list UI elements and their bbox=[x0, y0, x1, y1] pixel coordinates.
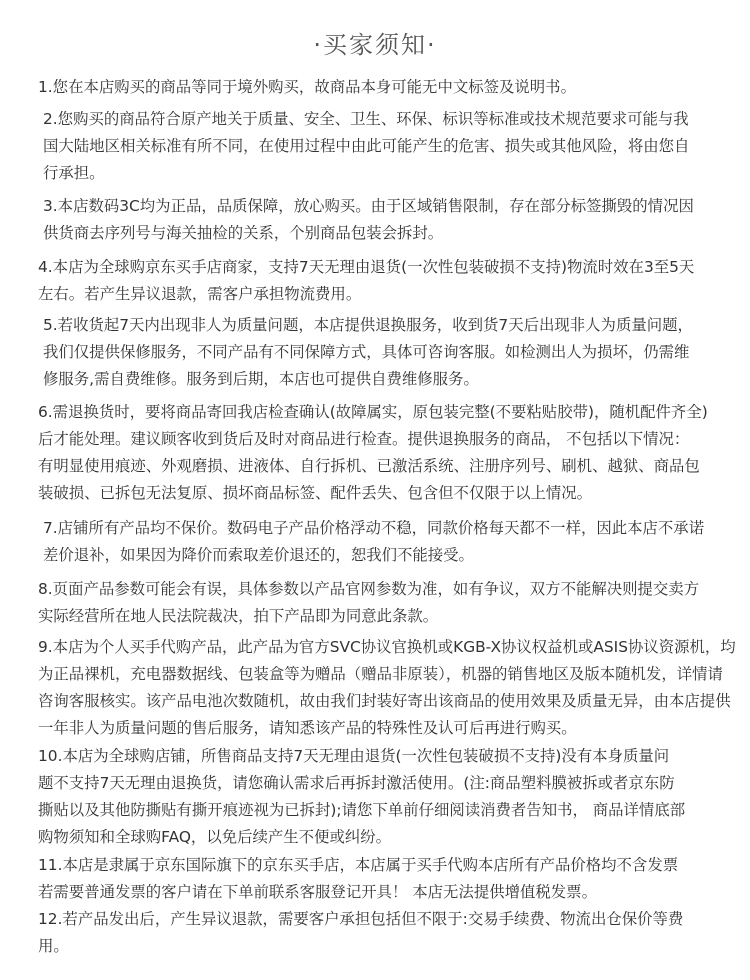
notice-line: 撕贴以及其他防撕贴有撕开痕迹视为已拆封);请您下单前仔细阅读消费者告知书， 商品详情底部 bbox=[38, 801, 686, 819]
notice-line: 若需要普通发票的客户请在下单前联系客服登记开具！ 本店无法提供增值税发票。 bbox=[38, 883, 597, 901]
notice-line: 题不支持7天无理由退换货，请您确认需求后再拆封激活使用。(注:商品塑料膜被拆或者京东防 bbox=[38, 774, 675, 792]
notice-line: 购物须知和全球购FAQ，以免后续产生不便或纠纷。 bbox=[38, 828, 392, 846]
notice-line: 实际经营所在地人民法院裁决，拍下产品即为同意此条款。 bbox=[38, 607, 439, 625]
notice-item-5 bbox=[38, 312, 733, 393]
notice-item-1 bbox=[38, 74, 728, 101]
notice-line: 11.本店是隶属于京东国际旗下的京东买手店，本店属于买手代购本店所有产品价格均不含发票 bbox=[38, 856, 679, 874]
notice-line: 2.您购买的商品符合原产地关于质量、安全、卫生、环保、标识等标准或技术规范要求可能与我 bbox=[43, 110, 689, 128]
notice-line: 4.本店为全球购京东买手店商家，支持7天无理由退货(一次性包装破损不支持)物流时效在3至5天 bbox=[38, 258, 695, 276]
notice-line: 修服务,需自费维修。服务到后期，本店也可提供自费维修服务。 bbox=[43, 370, 479, 388]
notice-line: 差价退补，如果因为降价而索取差价退还的，恕我们不能接受。 bbox=[43, 546, 474, 564]
notice-line: 9.本店为个人买手代购产品，此产品为官方SVC协议官换机或KGB-X协议权益机或ASIS协议资源机，均 bbox=[38, 638, 736, 656]
notice-item-7 bbox=[38, 515, 733, 569]
notice-line: 供货商去序列号与海关抽检的关系，个别商品包装会拆封。 bbox=[43, 224, 444, 242]
notice-line: 1.您在本店购买的商品等同于境外购买，故商品本身可能无中文标签及说明书。 bbox=[38, 78, 576, 96]
notice-item-4 bbox=[38, 254, 728, 308]
notice-item-6 bbox=[38, 399, 728, 507]
notice-line: 国大陆地区相关标准有所不同，在使用过程中由此可能产生的危害、损失或其他风险，将由您自 bbox=[43, 137, 690, 155]
notice-line: 6.需退换货时，要将商品寄回我店检查确认(故障属实，原包装完整(不要粘贴胶带)，随机配件齐全) bbox=[38, 403, 708, 421]
notice-item-11 bbox=[38, 852, 728, 906]
notice-item-2 bbox=[38, 106, 733, 187]
notice-line: 行承担。 bbox=[43, 164, 105, 182]
notice-item-12 bbox=[38, 906, 728, 960]
notice-item-10 bbox=[38, 743, 728, 851]
notice-item-9 bbox=[38, 634, 736, 742]
notice-line: 为正品裸机，充电器数据线、包装盒等为赠品（赠品非原装），机器的销售地区及版本随机发，详情请 bbox=[38, 665, 723, 683]
notice-line: 5.若收货起7天内出现非人为质量问题，本店提供退换服务，收到货7天后出现非人为质量问题， bbox=[43, 316, 693, 334]
notice-line: 用。 bbox=[38, 937, 69, 955]
notice-line: 7.店铺所有产品均不保价。数码电子产品价格浮动不稳，同款价格每天都不一样，因此本店不承诺 bbox=[43, 519, 705, 537]
notice-item-8 bbox=[38, 576, 728, 630]
notice-line: 一年非人为质量问题的售后服务，请知悉该产品的特殊性及认可后再进行购买。 bbox=[38, 719, 577, 737]
notice-line: 装破损、已拆包无法复原、损坏商品标签、配件丢失、包含但不仅限于以上情况。 bbox=[38, 484, 593, 502]
notice-line: 左右。若产生异议退款，需客户承担物流费用。 bbox=[38, 285, 362, 303]
notice-line: 8.页面产品参数可能会有误，具体参数以产品官网参数为准，如有争议，双方不能解决则提交卖方 bbox=[38, 580, 700, 598]
notice-line: 我们仅提供保修服务，不同产品有不同保障方式，具体可咨询客服。如检测出人为损坏，仍需维 bbox=[43, 343, 690, 361]
page-title: ·买家须知· bbox=[313, 31, 437, 59]
notice-item-3 bbox=[38, 193, 733, 247]
notice-line: 有明显使用痕迹、外观磨损、进液体、自行拆机、已激活系统、注册序列号、刷机、越狱、商品包 bbox=[38, 457, 700, 475]
notice-line: 10.本店为全球购店铺，所售商品支持7天无理由退货(一次性包装破损不支持)没有本身质量问 bbox=[38, 747, 670, 765]
notice-line: 3.本店数码3C均为正品，品质保障，放心购买。由于区域销售限制，存在部分标签撕毁的情况因 bbox=[43, 197, 694, 215]
notice-line: 12.若产品发出后，产生异议退款，需要客户承担包括但不限于:交易手续费、物流出仓保价等费 bbox=[38, 910, 684, 928]
notice-line: 咨询客服核实。该产品电池次数随机，故由我们封装好寄出该商品的使用效果及质量无异，由本店提供 bbox=[38, 692, 731, 710]
notice-line: 后才能处理。建议顾客收到货后及时对商品进行检查。提供退换服务的商品， 不包括以下情况： bbox=[38, 430, 690, 448]
